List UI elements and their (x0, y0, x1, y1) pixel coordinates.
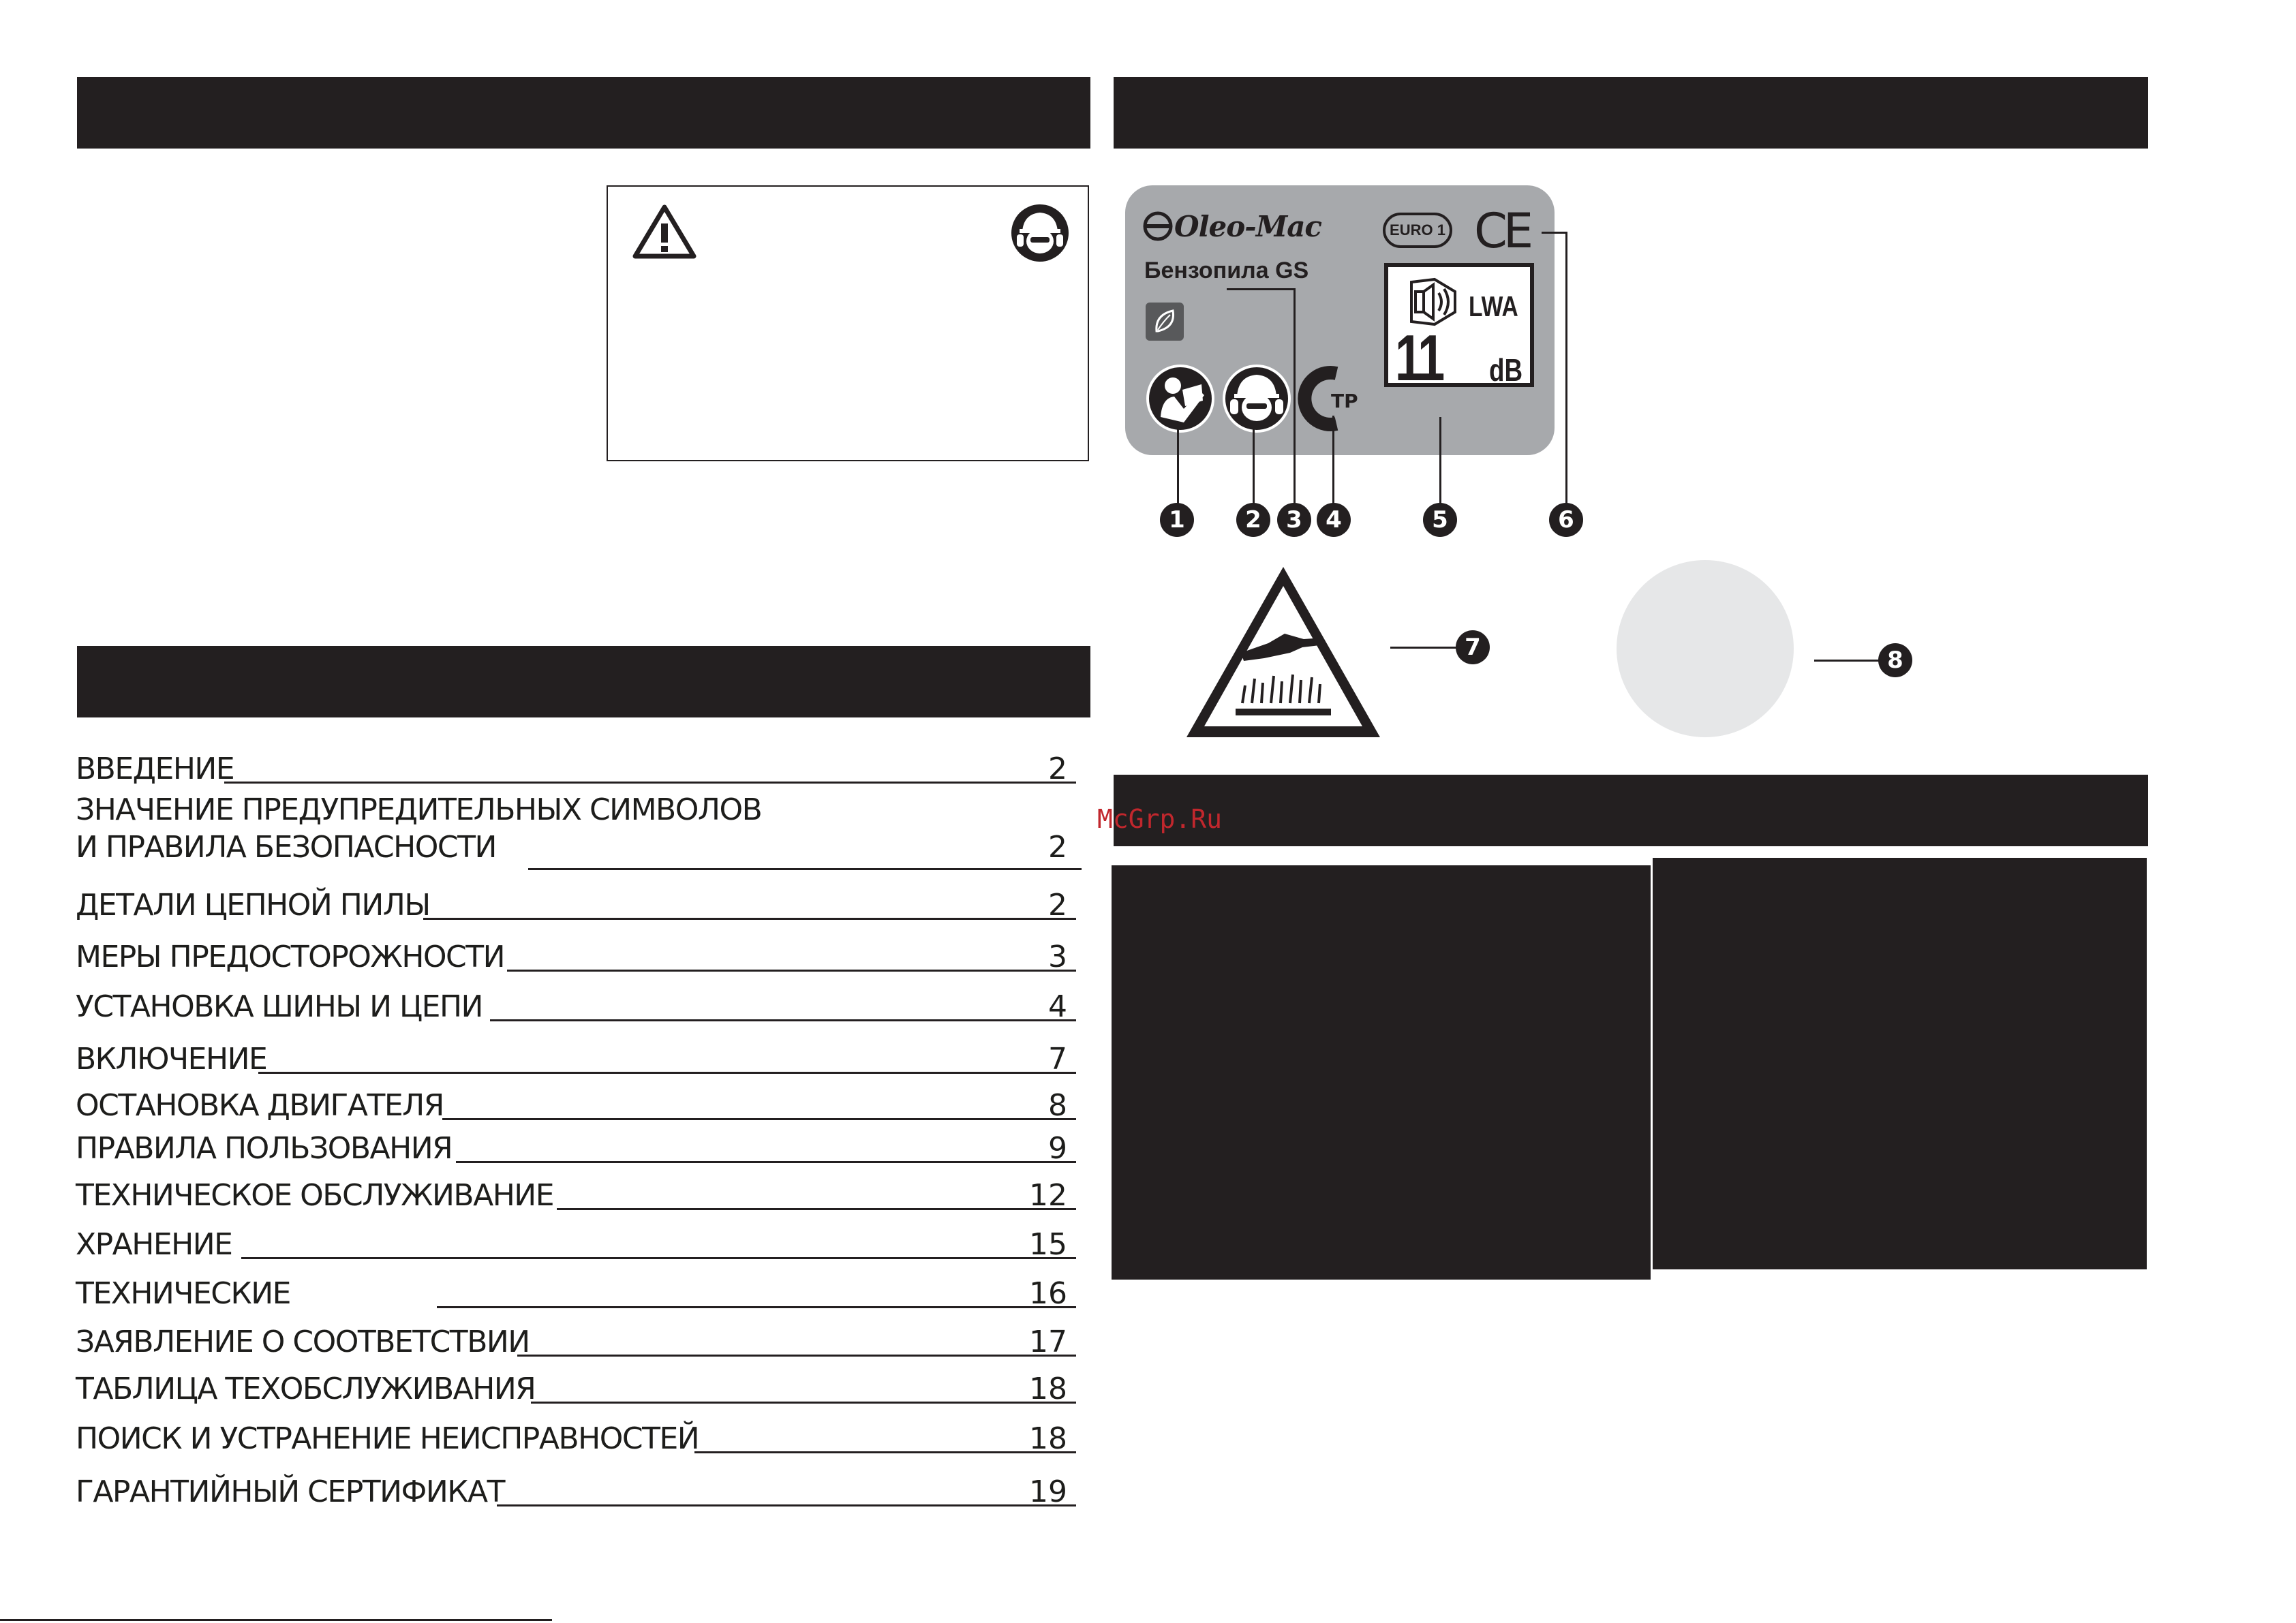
grey-circle (1617, 560, 1794, 737)
euro-badge (1383, 213, 1452, 248)
watermark: McGrp.Ru (1097, 804, 1223, 834)
toc-item-page: 15 (1029, 1227, 1067, 1262)
toc-item[interactable] (76, 1321, 1067, 1362)
toc-item-title: ЗАЯВЛЕНИЕ О СООТВЕТСТВИИ (76, 1325, 530, 1359)
toc-leader-line (224, 782, 1076, 784)
euro-badge-label: EURO 1 (1390, 221, 1445, 238)
ce-mark: CE (1474, 203, 1530, 259)
toc-item[interactable] (76, 1085, 1067, 1126)
leader-line-6 (1565, 232, 1567, 506)
leader-line-5 (1439, 417, 1441, 506)
toc-item-page: 4 (1048, 989, 1067, 1024)
toc-leader-line (531, 1402, 1076, 1404)
leader-line-6-h (1542, 232, 1567, 234)
callout-number: 2 (1236, 503, 1270, 537)
toc-item-title: ВВЕДЕНИЕ (76, 752, 234, 786)
read-manual-icon (1146, 364, 1215, 433)
toc-item-title: ВКЛЮЧЕНИЕ (76, 1042, 267, 1077)
toc-leader-line (694, 1451, 1076, 1453)
dark-panel-right (1653, 858, 2147, 1269)
eac-mark-text: ТР (1331, 390, 1358, 412)
product-name: Бензопила GS (1144, 258, 1309, 283)
toc-item-page: 12 (1029, 1178, 1067, 1213)
callout-number: 3 (1277, 503, 1311, 537)
warning-box (607, 185, 1089, 461)
leader-line-2 (1253, 429, 1255, 506)
helmet-ear-protection-icon (1010, 203, 1070, 263)
callout-number: 4 (1317, 503, 1351, 537)
toc-item-title-line2: И ПРАВИЛА БЕЗОПАСНОСТИ (76, 830, 496, 865)
toc-item[interactable] (76, 1128, 1067, 1169)
brand-logo: Oleo-Mac (1174, 210, 1321, 243)
toc-leader-line (557, 1208, 1076, 1210)
toc-item[interactable] (76, 1273, 1067, 1314)
toc-item[interactable] (76, 986, 1067, 1027)
callout-number: 7 (1456, 630, 1490, 664)
toc-item-page: 2 (1048, 752, 1067, 786)
toc-leader-line (507, 970, 1076, 972)
toc-item-page: 2 (1048, 830, 1067, 865)
toc-leader-line (442, 1118, 1076, 1120)
toc-item-page: 2 (1048, 888, 1067, 923)
eco-leaf-icon (1146, 303, 1184, 341)
toc-item-page: 18 (1029, 1421, 1067, 1456)
lwa-label: LWA (1469, 290, 1518, 322)
toc-item[interactable] (76, 1038, 1067, 1079)
footer-line (0, 1619, 552, 1621)
toc-item-page: 7 (1048, 1042, 1067, 1077)
dark-panel-left (1112, 865, 1651, 1280)
toc-item-title: ТЕХНИЧЕСКОЕ ОБСЛУЖИВАНИЕ (76, 1178, 553, 1213)
toc-item[interactable] (76, 1471, 1067, 1512)
toc-item-page: 9 (1048, 1131, 1067, 1166)
callout-number: 5 (1423, 503, 1457, 537)
toc-item-title: ТЕХНИЧЕСКИЕ (76, 1276, 290, 1311)
toc-item-page: 17 (1029, 1325, 1067, 1359)
section-header-bar-left-contents (77, 646, 1090, 717)
toc-item-page: 18 (1029, 1372, 1067, 1406)
sound-level-icon (1405, 277, 1462, 327)
toc-leader-line (517, 1355, 1076, 1357)
leader-line-3 (1294, 288, 1296, 506)
callout-number: 1 (1160, 503, 1194, 537)
toc-leader-line (456, 1161, 1076, 1163)
toc-item-title: ГАРАНТИЙНЫЙ СЕРТИФИКАТ (76, 1474, 505, 1509)
toc-item-title: ПОИСК И УСТРАНЕНИЕ НЕИСПРАВНОСТЕЙ (76, 1421, 699, 1456)
toc-leader-line (497, 1504, 1076, 1506)
toc-item-title: ПРАВИЛА ПОЛЬЗОВАНИЯ (76, 1131, 453, 1166)
noise-level-value: 11 (1395, 322, 1443, 395)
toc-item[interactable] (76, 1224, 1067, 1265)
toc-leader-line (437, 1306, 1076, 1308)
toc-item[interactable] (76, 792, 1067, 874)
brand-logo-icon (1143, 211, 1173, 241)
leader-line-4 (1332, 416, 1334, 506)
toc-leader-line (258, 1072, 1076, 1074)
toc-item-page: 16 (1029, 1276, 1067, 1311)
section-header-bar-left-top (77, 77, 1090, 149)
toc-item-page: 8 (1048, 1088, 1067, 1123)
callout-number: 6 (1549, 503, 1583, 537)
warning-triangle-icon (631, 203, 698, 260)
toc-item[interactable] (76, 1175, 1067, 1216)
noise-level-box (1384, 263, 1534, 395)
toc-item-title: МЕРЫ ПРЕДОСТОРОЖНОСТИ (76, 940, 505, 974)
toc-item-page: 19 (1029, 1474, 1067, 1509)
leader-line-1 (1177, 429, 1179, 506)
hot-surface-warning-icon (1182, 563, 1384, 741)
toc-item-title: ХРАНЕНИЕ (76, 1227, 232, 1262)
toc-item-title: ОСТАНОВКА ДВИГАТЕЛЯ (76, 1088, 444, 1123)
product-label-plate (1125, 185, 1555, 455)
noise-level-unit: dB (1489, 352, 1523, 388)
toc-item-title: ЗНАЧЕНИЕ ПРЕДУПРЕДИТЕЛЬНЫХ СИМВОЛОВ (76, 792, 762, 827)
toc-item[interactable] (76, 748, 1067, 789)
toc-leader-line (490, 1019, 1076, 1021)
helmet-ear-protection-icon (1222, 364, 1291, 433)
toc-leader-line (241, 1257, 1076, 1259)
toc-item[interactable] (76, 1368, 1067, 1409)
toc-item[interactable] (76, 884, 1067, 925)
leader-line-3-h (1227, 288, 1295, 290)
toc-item-title: ТАБЛИЦА ТЕХОБСЛУЖИВАНИЯ (76, 1372, 536, 1406)
section-header-bar-right-bottom (1114, 775, 2148, 846)
section-header-bar-right-top (1114, 77, 2148, 149)
callout-number: 8 (1878, 643, 1912, 677)
toc-item[interactable] (76, 1418, 1067, 1459)
toc-item[interactable] (76, 936, 1067, 977)
toc-item-page: 3 (1048, 940, 1067, 974)
toc-item-title: ДЕТАЛИ ЦЕПНОЙ ПИЛЫ (76, 888, 430, 923)
toc-leader-line (423, 918, 1076, 920)
toc-leader-line (528, 868, 1082, 870)
toc-item-title: УСТАНОВКА ШИНЫ И ЦЕПИ (76, 989, 483, 1024)
